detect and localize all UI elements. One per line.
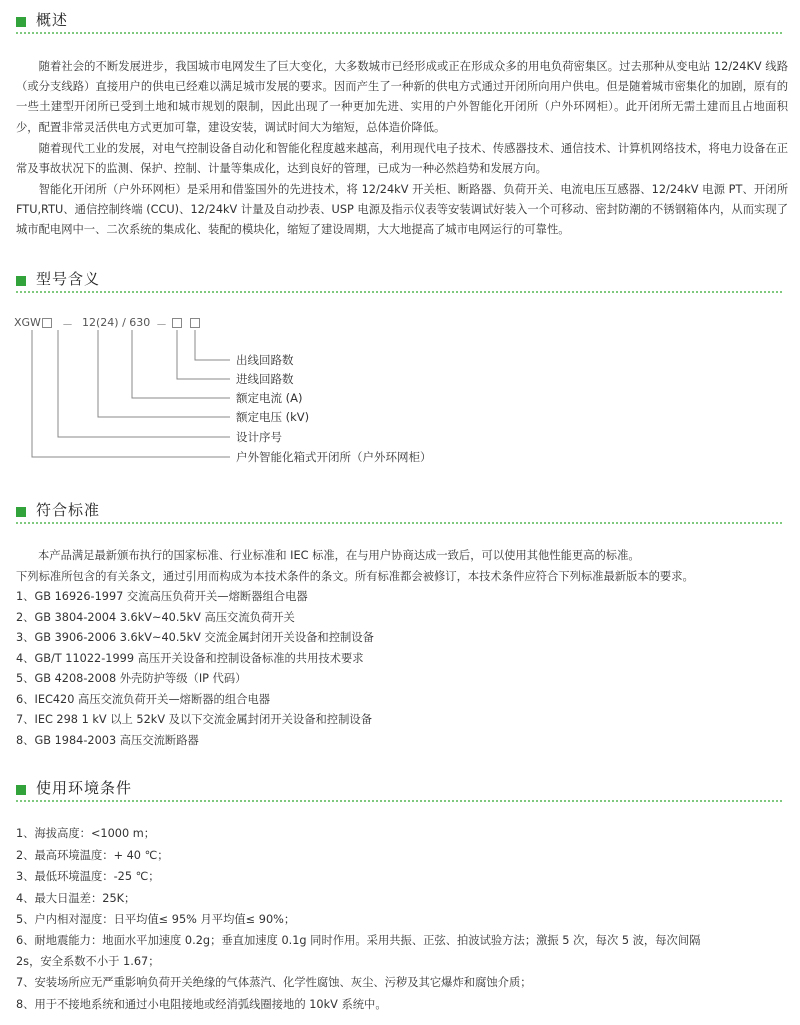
overview-paragraph-1: 随着社会的不断发展进步，我国城市电网发生了巨大变化，大多数城市已经形成或正在形成众多的用电负荷密集区。过去那种从变电站 12/24KV 线路（或分支线路）直接用户的供电已经难以满足城市发展的要求。因而产生了一种新的供电方式通过开闭所向用户供电。但是随着城市密集化的加剧，原有的一些土建型开闭所已受到土地和城市规划的限制，因此出现了一种更加先进、实用的户外智能化开闭所（户外环网柜）。此开闭所无需土建而且占地面积少，配置非常灵活供电方式更加可靠，建设安装，调试时间大为缩短，总体造价降低。: [16, 60, 788, 134]
environment-item: 5、户内相对湿度：日平均值≤ 95% 月平均值≤ 90%；: [16, 913, 296, 926]
environment-item: 7、安装场所应无严重影响负荷开关绝缘的气体蒸汽、化学性腐蚀、灰尘、污秽及其它爆炸和腐蚀介质；: [16, 976, 532, 989]
callout-line-voltage: [98, 330, 230, 417]
section-title: 型号含义: [36, 270, 101, 288]
standard-item: 6、IEC420 高压交流负荷开关—熔断器的组合电器: [16, 693, 271, 706]
model-rating: 12(24) / 630: [82, 316, 151, 329]
section-title: 概述: [36, 11, 69, 29]
green-square-icon: [16, 507, 26, 517]
standard-item: 5、GB 4208-2008 外壳防护等级（IP 代码）: [16, 672, 247, 685]
standard-item: 2、GB 3804-2004 3.6kV~40.5kV 高压交流负荷开关: [16, 611, 295, 624]
dotted-divider: [16, 522, 782, 524]
standard-item: 8、GB 1984-2003 高压交流断路器: [16, 734, 199, 747]
callout-line-outgoing: [195, 330, 230, 360]
overview-paragraph-2: 随着现代工业的发展，对电气控制设备自动化和智能化程度越来越高，利用现代电子技术、传感器技术、通信技术、计算机网络技术，将电力设备在正常及事故状况下的监测、保护、控制、计量等集成化，达到良好的管理，已成为一种必然趋势和发展方向。: [16, 142, 788, 176]
green-square-icon: [16, 276, 26, 286]
callout-line-incoming: [177, 330, 230, 379]
environment-item-continued: 2s，安全系数不小于 1.67；: [16, 955, 160, 968]
green-square-icon: [16, 785, 26, 795]
environment-item: 4、最大日温差：25K；: [16, 892, 136, 905]
model-dash: －: [156, 318, 167, 331]
environment-item: 6、耐地震能力：地面水平加速度 0.2g；垂直加速度 0.1g 同时作用。采用共振、正弦、拍波试验方法；激振 5 次，每次 5 波，每次间隔: [16, 934, 701, 947]
section-header-overview: [16, 12, 782, 36]
label-incoming-circuits: 进线回路数: [236, 372, 294, 386]
callout-line-product: [32, 330, 230, 457]
standard-item: 4、GB/T 11022-1999 高压开关设备和控制设备标准的共用技术要求: [16, 652, 364, 665]
section-title: 使用环境条件: [36, 779, 133, 797]
model-code-diagram: [0, 316, 800, 476]
dotted-divider: [16, 800, 782, 802]
callout-line-design: [58, 330, 230, 437]
environment-item: 3、最低环境温度：-25 ℃；: [16, 870, 160, 883]
callout-line-current: [132, 330, 230, 398]
model-dash: －: [62, 318, 73, 331]
section-header-environment: [16, 780, 782, 804]
label-rated-voltage: 额定电压 (kV): [236, 410, 310, 424]
dotted-divider: [16, 32, 782, 34]
standard-item: 1、GB 16926-1997 交流高压负荷开关—熔断器组合电器: [16, 590, 308, 603]
label-rated-current: 额定电流 (A): [236, 391, 303, 405]
label-design-number: 设计序号: [236, 430, 282, 444]
environment-item: 2、最高环境温度：+ 40 ℃；: [16, 849, 169, 862]
dotted-divider: [16, 291, 782, 293]
label-outgoing-circuits: 出线回路数: [236, 353, 294, 367]
label-product-name: 户外智能化箱式开闭所（户外环网柜）: [236, 450, 432, 464]
environment-item: 1、海拔高度：<1000 m；: [16, 827, 156, 840]
section-header-standards: [16, 502, 782, 526]
model-prefix: XGW: [14, 316, 41, 329]
section-header-model: [16, 271, 782, 295]
standard-item: 3、GB 3906-2006 3.6kV~40.5kV 交流金属封闭开关设备和控制设备: [16, 631, 374, 644]
green-square-icon: [16, 17, 26, 27]
section-title: 符合标准: [36, 501, 101, 519]
standards-intro-1: 本产品满足最新颁布执行的国家标准、行业标准和 IEC 标准，在与用户协商达成一致后，可以使用其他性能更高的标准。: [38, 549, 640, 562]
environment-item: 8、用于不接地系统和通过小电阻接地或经消弧线圈接地的 10kV 系统中。: [16, 998, 387, 1011]
overview-paragraph-3: 智能化开闭所（户外环网柜）是采用和借鉴国外的先进技术，将 12/24kV 开关柜、断路器、负荷开关、电流电压互感器、12/24kV 电源 PT、开闭所 FTU,RTU、通信控制终端 (CCU)、12/24kV 计量及自动抄表、USP 电源及指示仪表等安装调试好装入一个可移动、密封防潮的不锈钢箱体内，从而实现了城市配电网中一、二次系统的集成化、装配的模块化，缩短了建设周期，大大地提高了城市电网运行的可靠性。: [16, 183, 788, 237]
standards-intro-2: 下列标准所包含的有关条文，通过引用而构成为本技术条件的条文。所有标准都会被修订，本技术条件应符合下列标准最新版本的要求。: [16, 570, 694, 583]
standard-item: 7、IEC 298 1 kV 以上 52kV 及以下交流金属封闭开关设备和控制设备: [16, 713, 372, 726]
